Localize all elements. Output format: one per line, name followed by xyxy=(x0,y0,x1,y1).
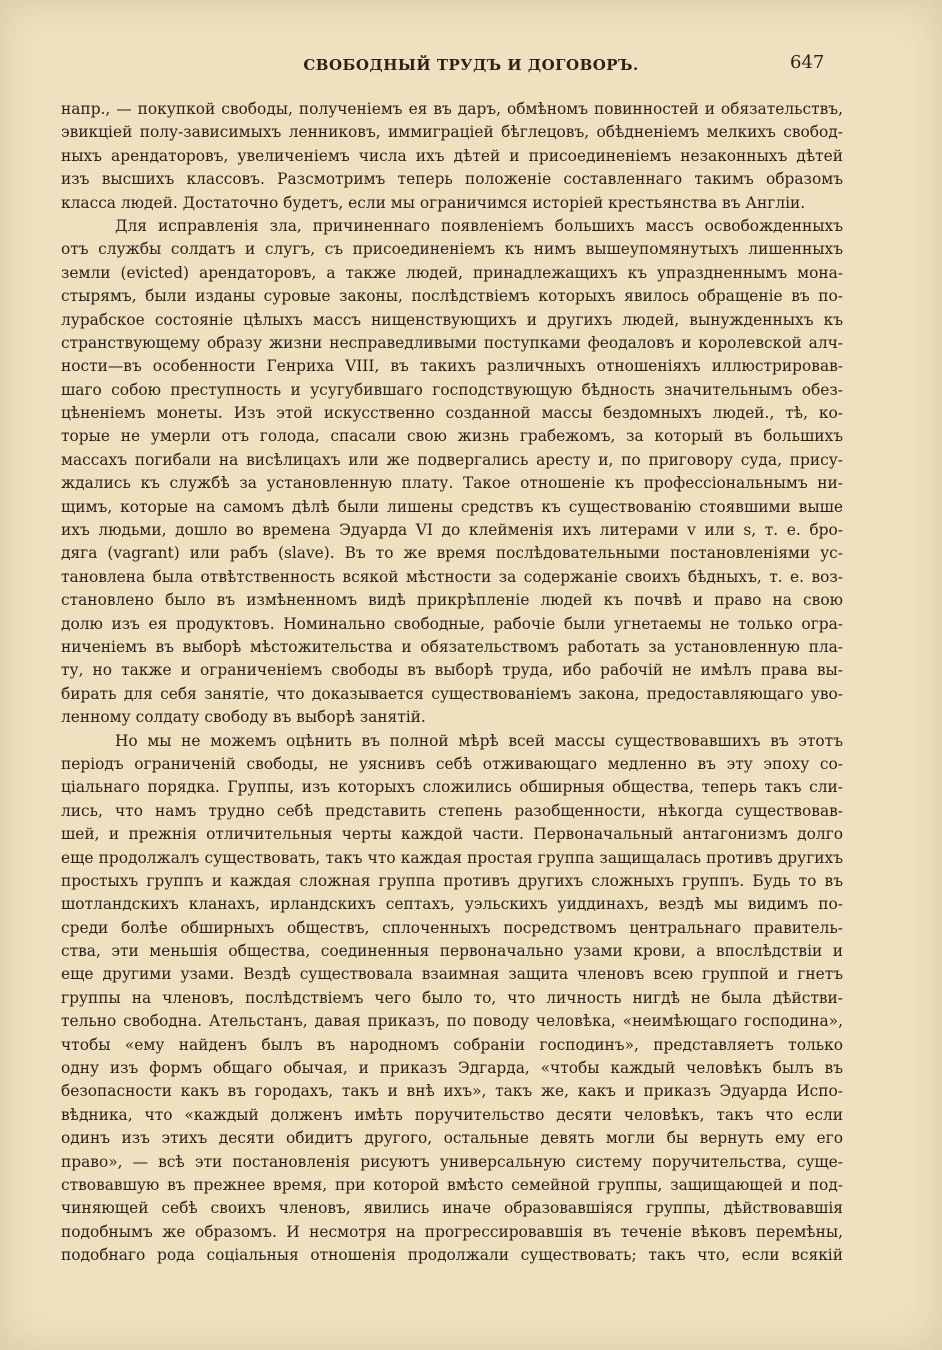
text-line: цѣненіемъ монеты. Изъ этой искусственно созданной массы бездомныхъ людей., тѣ, ко- xyxy=(61,404,843,423)
text-line: класса людей. Достаточно будетъ, если мы ограничимся исторіей крестьянства въ Англіи. xyxy=(61,193,806,212)
paragraph-start-line: Но мы не можемъ оцѣнить въ полной мѣрѣ всей массы существовавшихъ въ этотъ xyxy=(115,731,843,750)
text-line: стырямъ, были изданы суровые законы, послѣдствіемъ которыхъ явилось обращеніе въ по- xyxy=(61,287,843,306)
text-line: эвикціей полу-зависимыхъ ленниковъ, иммиграціей бѣглецовъ, обѣдненіемъ мелкихъ свобод- xyxy=(61,123,843,142)
text-line: отъ службы солдатъ и слугъ, съ присоединеніемъ къ нимъ вышеупомянутыхъ лишенныхъ xyxy=(61,240,843,259)
text-line: ности—въ особенности Генриха VIII, въ такихъ различныхъ отношеніяхъ иллюстрировав- xyxy=(61,357,843,376)
text-line: одинъ изъ этихъ десяти обидитъ другого, остальные девять могли бы вернуть ему его xyxy=(61,1129,843,1148)
text-line: дяга (vagrant) или рабъ (slave). Въ то же время послѣдовательными постановленіями ус- xyxy=(61,544,843,563)
running-title: СВОБОДНЫЙ ТРУДЪ И ДОГОВОРЪ. xyxy=(303,56,639,74)
text-line: долю изъ ея продуктовъ. Номинально свободные, рабочіе были угнетаемы не только огра- xyxy=(61,614,843,633)
page-number: 647 xyxy=(790,52,825,73)
text-line: ниченіемъ въ выборѣ мѣстожительства и обязательствомъ работать за установленную пла- xyxy=(61,637,843,656)
text-line: ствовавшую въ прежнее время, при которой вмѣсто семейной группы, защищающей и под- xyxy=(61,1175,843,1194)
text-line: напр., — покупкой свободы, полученіемъ ея въ даръ, обмѣномъ повинностей и обязательствъ, xyxy=(61,100,843,118)
running-head xyxy=(0,50,942,80)
text-line: еще другими узами. Вездѣ существовала взаимная защита членовъ всею группой и гнетъ xyxy=(61,965,843,984)
text-line: изъ высшихъ классовъ. Разсмотримъ теперь положеніе составленнаго такимъ образомъ xyxy=(61,170,843,189)
text-line: среди болѣе обширныхъ обществъ, сплоченныхъ посредствомъ центральнаго правитель- xyxy=(61,918,843,937)
text-line: массахъ погибали на висѣлицахъ или же подвергались аресту и, по приговору суда, прису- xyxy=(61,450,843,469)
text-line: подобнымъ же образомъ. И несмотря на прогрессировавшія въ теченіе вѣковъ перемѣны, xyxy=(61,1222,843,1241)
text-line: чтобы «ему найденъ былъ въ народномъ собраніи господинъ», представляетъ только xyxy=(61,1035,843,1054)
text-line: одну изъ формъ общаго обычая, и приказъ Эдгарда, «чтобы каждый человѣкъ былъ въ xyxy=(61,1059,843,1078)
text-line: щимъ, которые на самомъ дѣлѣ были лишены средствъ къ существованію стоявшими выше xyxy=(61,497,843,516)
text-line: періодъ ограниченій свободы, не уяснивъ себѣ отживающаго медленно въ эту эпоху со- xyxy=(61,754,843,773)
text-line: ждались къ службѣ за установленную плату. Такое отношеніе къ профессіональнымъ ни- xyxy=(61,474,843,493)
text-line: простыхъ группъ и каждая сложная группа противъ другихъ сложныхъ группъ. Будь то въ xyxy=(61,871,843,890)
text-line: странствующему образу жизни несправедливыми поступками феодаловъ и королевской алч- xyxy=(61,333,843,352)
text-line: шей, и прежнія отличительныя черты каждой части. Первоначальный антагонизмъ долго xyxy=(61,825,843,844)
text-line: торые не умерли отъ голода, спасали свою жизнь грабежомъ, за который въ большихъ xyxy=(61,427,843,446)
text-line: вѣдника, что «каждый долженъ имѣть поручительство десяти человѣкъ, такъ что если xyxy=(61,1105,843,1124)
paragraph-start-line: Для исправленія зла, причиненнаго появленіемъ большихъ массъ освобожденныхъ xyxy=(115,216,843,235)
text-line: ныхъ арендаторовъ, увеличеніемъ числа ихъ дѣтей и присоединеніемъ незаконныхъ дѣтей xyxy=(61,146,843,165)
text-line: лись, что намъ трудно себѣ представить степень разобщенности, нѣкогда существовав- xyxy=(61,801,843,820)
text-line: ціальнаго порядка. Группы, изъ которыхъ сложились обширныя общества, теперь такъ сли- xyxy=(61,778,843,797)
text-line: ту, но также и ограниченіемъ свободы въ выборѣ труда, ибо рабочій не имѣлъ права вы- xyxy=(61,661,843,680)
text-line: группы на членовъ, послѣдствіемъ чего было то, что личность нигдѣ не была дѣйстви- xyxy=(61,988,843,1007)
body-text xyxy=(61,98,843,1268)
text-line: безопасности какъ въ городахъ, такъ и внѣ ихъ», такъ же, какъ и приказъ Эдуарда Испо- xyxy=(61,1082,843,1101)
text-line: тельно свободна. Ательстанъ, давая приказъ, по поводу человѣка, «неимѣющаго господина», xyxy=(61,1012,843,1031)
text-line: ихъ людьми, дошло во времена Эдуарда VI до клейменія ихъ литерами v или s, т. е. бро- xyxy=(61,521,843,540)
text-line: бирать для себя занятіе, что доказывается существованіемъ закона, предоставляющаго уво- xyxy=(61,684,843,703)
text-line: тановлена была отвѣтственность всякой мѣстности за содержаніе своихъ бѣдныхъ, т. е. воз- xyxy=(61,567,843,586)
text-line: земли (evicted) арендаторовъ, а также людей, принадлежащихъ къ упраздненнымъ мона- xyxy=(61,263,843,282)
text-line: чиняющей себѣ своихъ членовъ, явились иначе образовавшіяся группы, дѣйствовавшія xyxy=(61,1199,843,1218)
text-line: подобнаго рода соціальныя отношенія продолжали существовать; такъ что, если всякій xyxy=(61,1246,843,1265)
text-line: ства, эти меньшія общества, соединенныя первоначально узами крови, а впослѣдствіи и xyxy=(61,942,843,961)
text-line: становлено было въ измѣненномъ видѣ прикрѣпленіе людей къ почвѣ и право на свою xyxy=(61,591,843,610)
text-line: шаго собою преступность и усугубившаго господствующую бѣдность значительнымъ обез- xyxy=(61,380,843,399)
text-line: шотландскихъ кланахъ, ирландскихъ септахъ, уэльскихъ уиддинахъ, вездѣ мы видимъ по- xyxy=(61,895,843,914)
text-line: право», — всѣ эти постановленія рисуютъ универсальную систему поручительства, суще- xyxy=(61,1152,843,1171)
text-line: еще продолжалъ существовать, такъ что каждая простая группа защищалась противъ другихъ xyxy=(61,848,843,867)
text-line: лурабское состояніе цѣлыхъ массъ нищенствующихъ и другихъ людей, вынужденныхъ къ xyxy=(61,310,843,329)
text-line: ленному солдату свободу въ выборѣ занятій. xyxy=(61,708,426,727)
